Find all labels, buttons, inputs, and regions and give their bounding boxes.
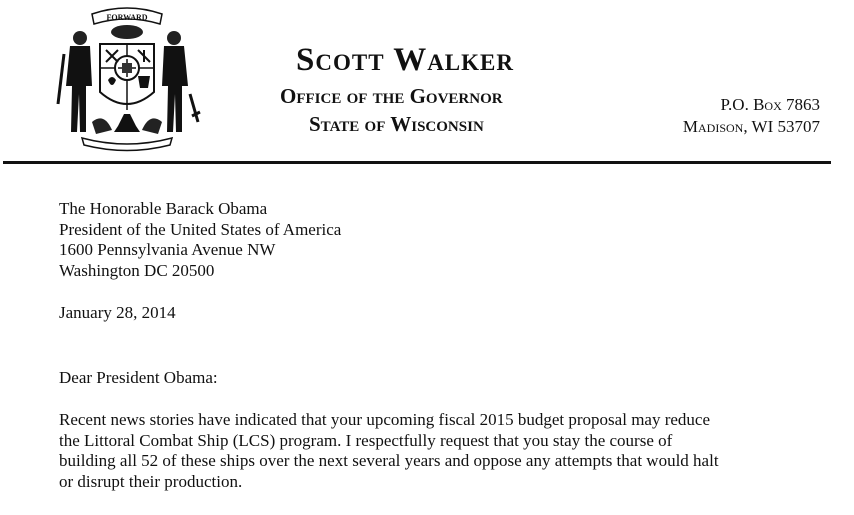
- state-title: State of Wisconsin: [309, 112, 484, 136]
- address-po-box: P.O. Box 7863: [720, 95, 820, 114]
- address-city: Madison, WI 53707: [682, 117, 820, 136]
- recipient-block: [59, 199, 341, 281]
- letterhead-divider: [3, 161, 831, 164]
- paragraph-line: Recent news stories have indicated that your upcoming fiscal 2015 budget proposal may reduce: [59, 410, 711, 429]
- paragraph-line: or disrupt their production.: [59, 471, 243, 491]
- paragraph-line: building all 52 of these ships over the next several years and oppose any attempts that would halt: [59, 451, 719, 470]
- paragraph-line: the Littoral Combat Ship (LCS) program. I respectfully request that you stay the course of: [59, 430, 673, 450]
- svg-text:FORWARD: FORWARD: [106, 13, 148, 22]
- recipient-name: The Honorable Barack Obama: [59, 199, 268, 218]
- recipient-city: Washington DC 20500: [59, 260, 215, 280]
- governor-name: Scott Walker: [296, 42, 514, 78]
- recipient-title: President of the United States of America: [59, 219, 342, 239]
- salutation: Dear President Obama:: [59, 368, 218, 387]
- office-title: Office of the Governor: [280, 84, 503, 108]
- body-paragraph: [59, 410, 719, 492]
- recipient-street: 1600 Pennsylvania Avenue NW: [59, 240, 276, 259]
- letter-date: January 28, 2014: [59, 303, 176, 322]
- wisconsin-state-seal-icon: [52, 4, 202, 152]
